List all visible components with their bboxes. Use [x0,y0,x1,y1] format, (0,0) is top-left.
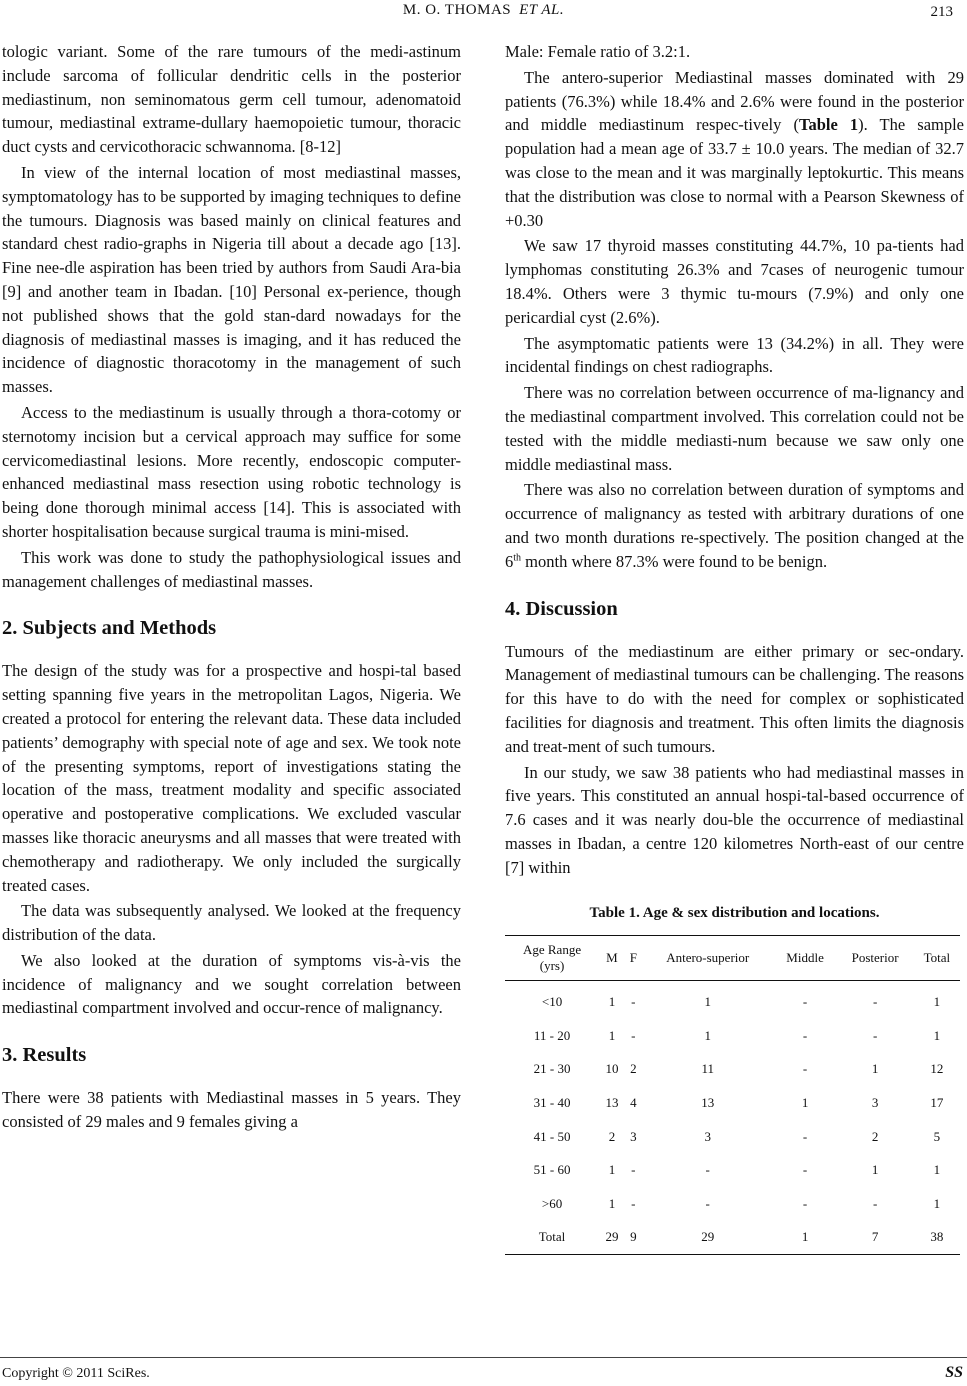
table-cell: - [872,1195,878,1211]
table-cell: >60 [541,1195,563,1211]
table-cell: 17 [930,1094,944,1110]
table-row [505,1187,960,1221]
table-cell: <10 [541,994,563,1010]
paragraph: There was no correlation between occurrence of ma-lignancy and the mediastinal compartment involved. This correlation could not be tested with the middle mediasti-num because we saw only one middle mediastinal mass. [505,383,964,474]
table-cell: - [802,994,808,1010]
table-header-male: M [599,936,625,981]
paragraph: Access to the mediastinum is usually through a thora-cotomy or sternotomy incision but a cervical approach may suffice for some cervicomediastinal lesions. More recently, endoscopic computer-enhanced mediastinal mass resection using robotic technology is being done thorough minimal access [14]. This is associated with shorter hospitalisation because surgical trauma is mini-mised. [2,402,461,541]
table-cell: - [631,1162,636,1178]
table-header-antero-superior: Antero-superior [642,936,774,981]
table-cell: - [631,1195,636,1211]
paragraph: There were 38 patients with Mediastinal masses in 5 years. They consisted of 29 males and 9 females giving a [2,1088,461,1132]
table-cell: 1 [871,1061,879,1077]
table-row [505,981,960,1019]
text-span: ). The sample population had a mean age of 33.7 ± 10.0 years. The median of 32.7 was close to the mean and it was marginally leptokurtic. This means that the distribution was close to normal with a Pearson Skewness of +0.30 [505,115,965,230]
table-cell: 1 [933,994,941,1010]
text-span: month where 87.3% were found to be benign. [521,551,828,571]
footer-journal: SS [945,1364,963,1381]
data-table [505,935,960,1255]
table-cell: 1 [933,1027,941,1043]
table-cell: 38 [930,1229,944,1245]
paragraph: We also looked at the duration of symptoms vis-à-vis the incidence of malignancy and we sought correlation between mediastinal compartment involved and occur-rence of malignancy. [2,950,461,1018]
table-cell: 1 [704,994,711,1010]
table-cell: Total [538,1229,566,1245]
table-cell: 1 [933,1195,941,1211]
table-cell: 1 [608,1195,616,1211]
table-header-row [505,936,960,981]
table-cell: 9 [630,1229,637,1245]
table-cell: 29 [605,1229,619,1245]
table-cell: 12 [930,1061,944,1077]
table-cell: 1 [608,1162,616,1178]
table-cell: 51 - 60 [533,1162,571,1178]
table-caption: Table 1. Age & sex distribution and locations. [589,904,880,921]
footer-copyright: Copyright © 2011 SciRes. [2,1366,150,1381]
table-header-total: Total [914,936,960,981]
paragraph: This work was done to study the pathophysiological issues and management challenges of mediastinal masses. [2,547,461,591]
table-cell: 3 [704,1128,711,1144]
paragraph: In our study, we saw 38 patients who had mediastinal masses in five years. This constituted an annual hospi-tal-based occurrence of 7.6 cases and it was nearly dou-ble the occurrence of mediastinal masses in Ibadan, a centre 120 kilometres North-east of our centre [7] within [505,762,964,877]
footer-divider [0,1357,967,1358]
table-cell: 10 [605,1061,619,1077]
table-cell: 3 [871,1094,879,1110]
table-row [505,1120,960,1154]
paragraph: Male: Female ratio of 3.2:1. [505,42,691,61]
paragraph: The design of the study was for a prospective and hospi-tal based setting spanning five years in the metropolitan Lagos, Nigeria. We created a protocol for entering the relevant data. These data included patients’ demography with special note of age and sex. We took note of the presenting symptoms, report of investigations stating the location of the mass, treatment modality and specific associated operative and postoperative complications. We excluded vascular masses like thoracic aneurysms and all masses that were treated with chemotherapy and radiotherapy. We only included the surgically treated cases. [2,661,461,895]
right-column [505,40,964,1255]
table-cell: 4 [630,1094,637,1110]
table-cell: 1 [801,1094,809,1110]
table-cell: - [802,1027,808,1043]
table-cell: - [705,1162,710,1178]
table-cell: - [802,1061,808,1077]
paragraph: tologic variant. Some of the rare tumours of the medi-astinum include sarcoma of follicular dendritic cells in the posterior mediastinum, non seminomatous germ cell tumour, adenomatoid tumour, mediastinal extrame-dullary haemopoietic tumour, thoracic duct cysts and cervicothoracic schwannoma. [8-12] [2,42,461,157]
section-heading-methods: 2. Subjects and Methods [2,617,217,640]
running-header [0,2,967,19]
table-cell: - [631,1027,636,1043]
table-row [505,1220,960,1254]
table-cell: 11 [701,1061,714,1077]
table-cell: 1 [704,1027,711,1043]
text-span: The antero-superior Mediastinal masses dominated with 29 patients (76.3%) while 18.4% and 2.6% were found in the posterior and middle mediastinum respec-tively ( [505,67,964,135]
table-cell: 1 [608,1027,616,1043]
table-header-female: F [625,936,642,981]
paragraph [505,478,964,573]
table-cell: 2 [630,1061,637,1077]
table-row [505,1019,960,1053]
paragraph: The data was subsequently analysed. We looked at the frequency distribution of the data. [2,901,461,945]
paragraph: We saw 17 thyroid masses constituting 44.7%, 10 pa-tients had lymphomas constituting 26.3% and 7cases of neurogenic tumour 18.4%. Others were 3 thymic tu-mours (7.9%) and only one pericardial cyst (2.6%). [505,236,964,327]
table-cell: - [631,994,636,1010]
table-row [505,1086,960,1120]
table-header-middle: Middle [774,936,837,981]
table-cell: - [705,1195,710,1211]
header-author: M. O. THOMAS [402,2,512,18]
table-cell: 13 [605,1094,619,1110]
paragraph: The asymptomatic patients were 13 (34.2%) in all. They were incidental findings on chest radiographs. [505,333,964,377]
table-cell: 1 [608,994,616,1010]
table-header-age-range: Age Range (yrs) [505,936,599,981]
table-cell: 5 [933,1128,941,1144]
left-column [2,40,461,1136]
table-cell: - [872,1027,878,1043]
table-cell: 11 - 20 [533,1027,571,1043]
table-cell: - [802,1195,808,1211]
table-cell: 1 [933,1162,941,1178]
table-cell: 31 - 40 [533,1094,571,1110]
table-cell: 2 [608,1128,616,1144]
table-cell: - [802,1128,808,1144]
paragraph [505,66,964,233]
table-cell: 21 - 30 [533,1061,571,1077]
page-number: 213 [930,4,953,20]
table-cell: 41 - 50 [533,1128,571,1144]
text-span: There was also no correlation between duration of symptoms and occurrence of malignancy as tested with arbitrary durations of one and two month durations re-spectively. The position changed at the 6 [505,480,964,571]
section-heading-results: 3. Results [2,1044,87,1067]
table-cell: 1 [801,1229,809,1245]
table-row [505,1153,960,1187]
table-header-posterior: Posterior [837,936,914,981]
table-cell: 13 [701,1094,715,1110]
table-cell: 7 [871,1229,879,1245]
section-heading-discussion: 4. Discussion [505,597,618,620]
paragraph: In view of the internal location of most mediastinal masses, symptomatology has to be supported by imaging techniques to define the tumours. Diagnosis was based mainly on clinical features and standard chest radio-graphs in Nigeria till about a decade ago [13]. Fine nee-dle aspiration has been tried by authors from Saudi Ara-bia [9] and another team in Ibadan. [10] Personal ex-perience, though not published shows that the gold stan-dard nowadays for the diagnosis of mediastinal masses is imaging, and it has reduced the incidence of diagnostic thoracotomy in the management of such masses. [2,162,461,397]
paragraph: Tumours of the mediastinum are either primary or sec-ondary. Management of mediastinal tumours can be challenging. The reasons for this have to do with the need for complex or sophisticated facilities for diagnosis and treatment. This often limits the diagnosis and treat-ment of such tumours. [505,641,964,756]
table-cell: 1 [871,1162,879,1178]
table-cell: - [802,1162,808,1178]
table-body [505,981,960,1255]
table-row [505,1052,960,1086]
table-cell: 3 [630,1128,637,1144]
table-cell: 2 [871,1128,879,1144]
table-cell: - [872,994,878,1010]
table-reference-link[interactable]: Table 1 [798,115,859,135]
table-cell: 29 [701,1229,715,1245]
superscript: th [513,552,522,564]
header-etal: ET AL. [519,2,565,18]
